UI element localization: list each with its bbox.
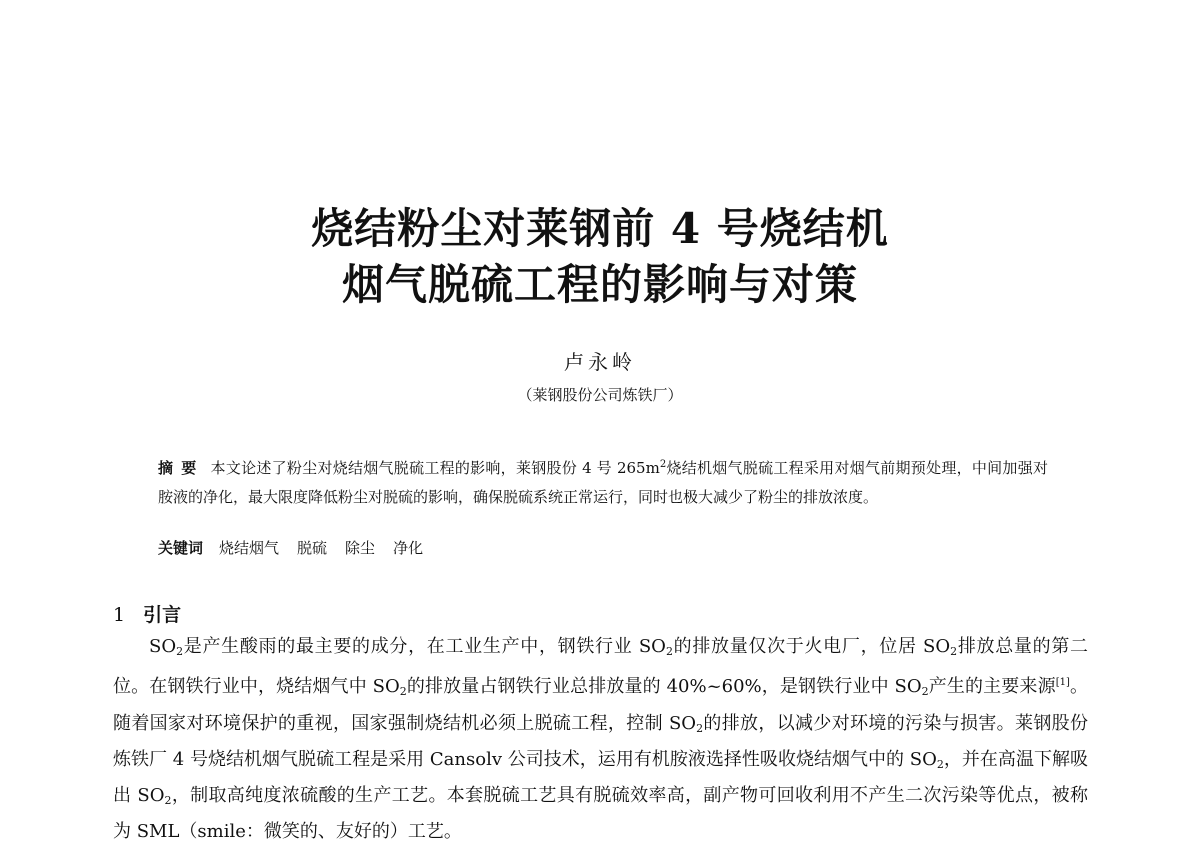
body-text [113, 630, 1088, 850]
abstract-label: 摘要 [158, 459, 205, 477]
subscript: 2 [665, 645, 673, 658]
abstract [158, 450, 1048, 512]
text-run: ，制取高纯度浓硫酸的生产工艺。本套脱硫工艺具有脱硫效率高，副产物可回收利用不产生二次污染等优点，被称为 SML（smile：微笑的、友好的）工艺。 [113, 785, 1089, 843]
subscript: 2 [176, 645, 184, 658]
text-run: ，并在高温下解吸出 SO [113, 748, 1088, 807]
abstract-text-1: 本文论述了粉尘对烧结烟气脱硫工程的影响，莱钢股份 4 号 265m [210, 459, 660, 477]
keyword: 净化 [393, 539, 424, 557]
section-number: 1 [113, 604, 126, 626]
keywords [158, 537, 441, 558]
subscript: 2 [164, 794, 172, 808]
keyword: 除尘 [345, 539, 376, 557]
author-affiliation: （莱钢股份公司炼铁厂） [517, 386, 683, 404]
text-run: 产生的主要来源 [928, 676, 1056, 698]
text-run: 。随着国家对环境保护的重视，国家强制烧结机必须上脱硫工程，控制 SO [113, 676, 1089, 734]
keyword: 脱硫 [297, 539, 328, 557]
keyword: 烧结烟气 [219, 539, 280, 557]
subscript: 2 [921, 685, 929, 699]
abstract-superscript: 2 [659, 459, 667, 470]
text-run: 的排放量仅次于火电厂，位居 SO [672, 636, 951, 657]
text-run: SO [149, 636, 177, 657]
paragraph [113, 630, 1088, 850]
author-name: 卢永岭 [564, 350, 636, 374]
title-line-2: 烟气脱硫工程的影响与对策 [341, 260, 858, 309]
subscript: 2 [399, 685, 407, 699]
title-line-1: 烧结粉尘对莱钢前 4 号烧结机 [311, 204, 889, 253]
keywords-label: 关键词 [158, 539, 204, 557]
text-run: 的排放，以减少对环境的污染与损害。莱钢股份炼铁厂 4 号烧结机烟气脱硫工程是采用 Cansolv 公司技术，运用有机胺液选择性吸收烧结烟气中的 SO [113, 712, 1089, 770]
abstract-text-2: 烧结机烟气脱硫工程采用对烟气前期预处理，中间加强对胺液的净化，最大限度降低粉尘对脱硫的影响，确保脱硫系统正常运行，同时也极大减少了粉尘的排放浓度。 [158, 459, 1048, 506]
subscript: 2 [950, 645, 958, 658]
text-run: 排放总量的第二位。在钢铁行业中，烧结烟气中 SO [113, 636, 1089, 698]
section-heading [113, 600, 181, 627]
text-run: 的排放量占钢铁行业总排放量的 40%~60%，是钢铁行业中 SO [406, 676, 922, 698]
subscript: 2 [696, 721, 704, 735]
subscript: 2 [936, 757, 944, 771]
text-run: 是产生酸雨的最主要的成分，在工业生产中，钢铁行业 SO [183, 636, 666, 657]
section-title: 引言 [143, 604, 182, 626]
citation-ref: [1] [1055, 677, 1070, 689]
